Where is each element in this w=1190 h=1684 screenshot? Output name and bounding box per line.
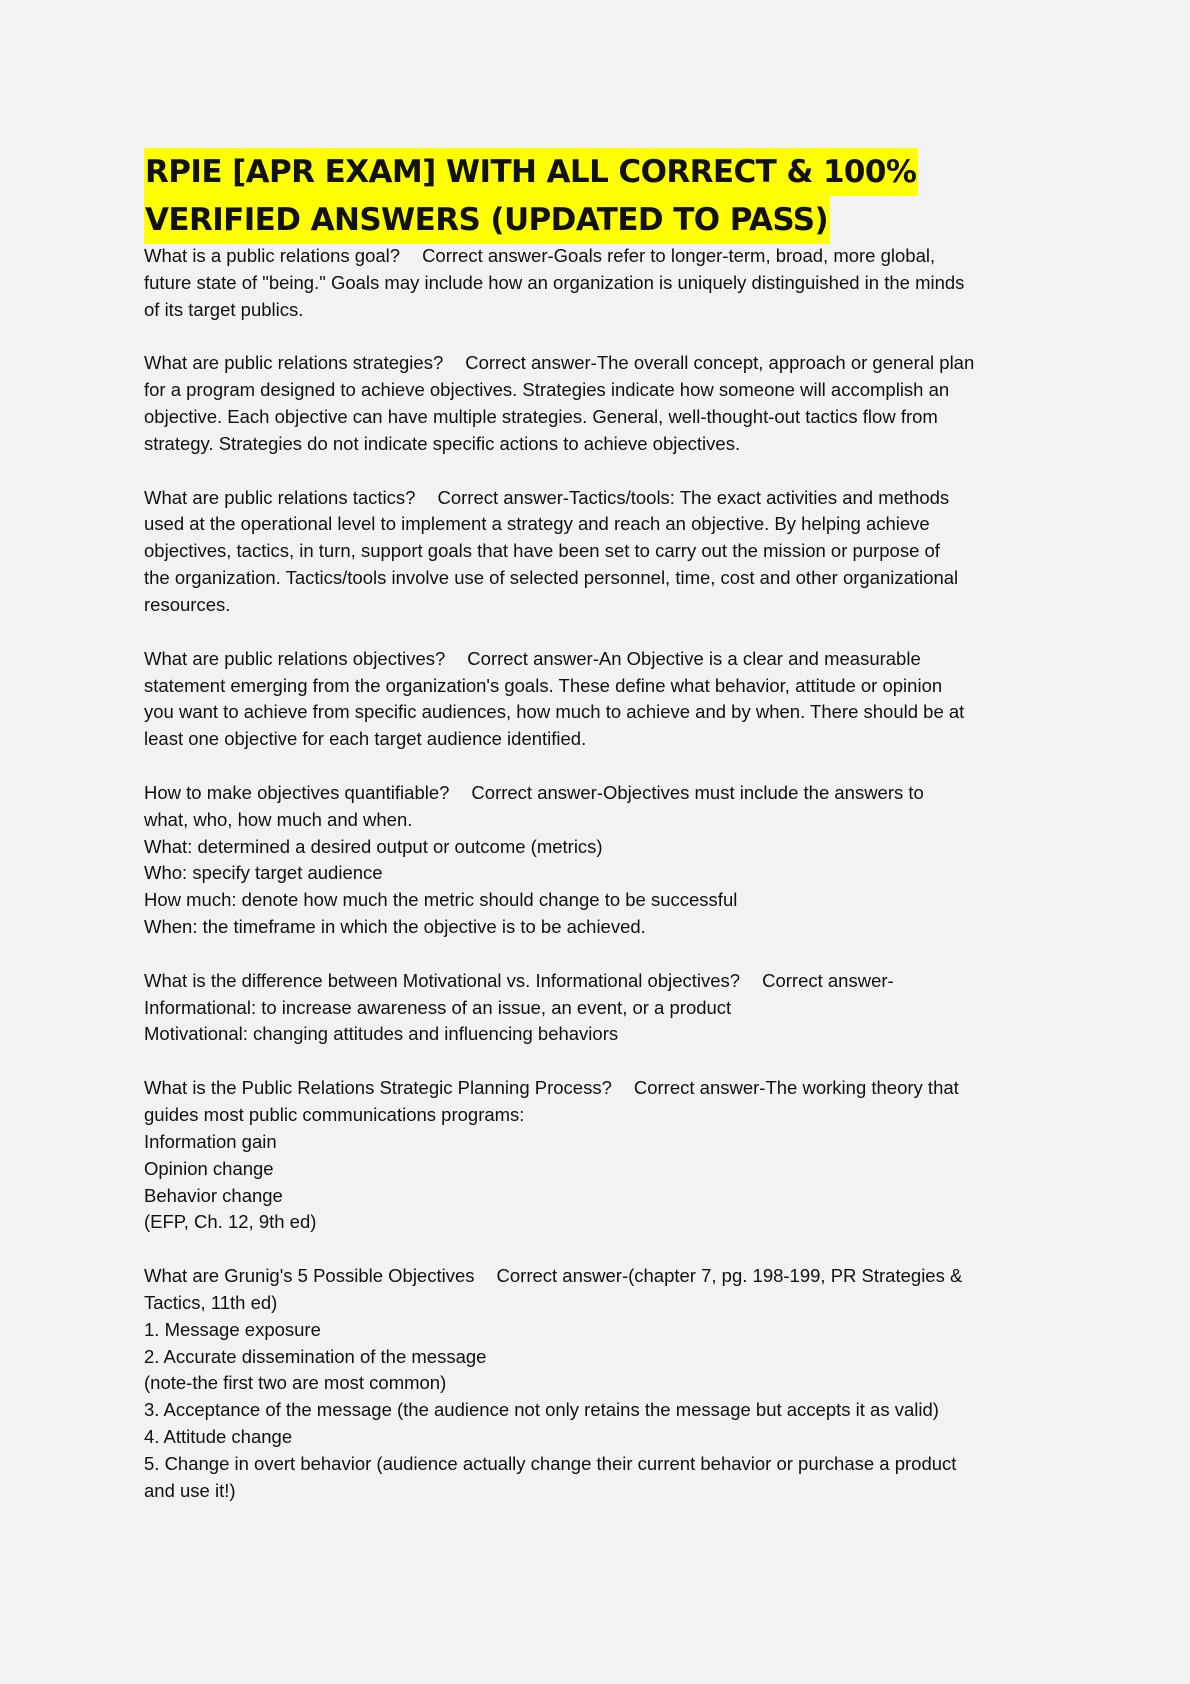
answer-line: Opinion change bbox=[144, 1157, 274, 1179]
document-title bbox=[144, 148, 1044, 244]
answer-line: used at the operational level to implement a strategy and reach an objective. By helping achieve bbox=[144, 513, 930, 535]
qa-first-line bbox=[144, 350, 1069, 377]
qa-first-line bbox=[144, 780, 1069, 807]
answer-line: and use it!) bbox=[144, 1479, 236, 1501]
answer-line: How much: denote how much the metric should change to be successful bbox=[144, 889, 738, 911]
qa-item bbox=[144, 780, 1069, 941]
answer-line: 3. Acceptance of the message (the audience not only retains the message but accepts it as valid) bbox=[144, 1399, 939, 1421]
qa-item bbox=[144, 1263, 1069, 1505]
answer-line: Who: specify target audience bbox=[144, 862, 383, 884]
answer-line: Motivational: changing attitudes and influencing behaviors bbox=[144, 1023, 619, 1045]
answer-line: What: determined a desired output or outcome (metrics) bbox=[144, 835, 603, 857]
qa-first-line bbox=[144, 1263, 1069, 1290]
answer-line: When: the timeframe in which the objective is to be achieved. bbox=[144, 916, 646, 938]
question-text: What are public relations tactics? bbox=[144, 486, 416, 508]
qa-list bbox=[144, 243, 1069, 1532]
answer-line: least one objective for each target audience identified. bbox=[144, 728, 587, 750]
answer-line: (note-the first two are most common) bbox=[144, 1372, 447, 1394]
answer-line: Correct answer-(chapter 7, pg. 198-199, PR Strategies & bbox=[496, 1265, 963, 1287]
answer-line: what, who, how much and when. bbox=[144, 808, 413, 830]
answer-line: Correct answer-An Objective is a clear and measurable bbox=[467, 647, 921, 669]
answer-line: objective. Each objective can have multiple strategies. General, well-thought-out tactics flow from bbox=[144, 406, 938, 428]
answer-line: Correct answer-The overall concept, approach or general plan bbox=[465, 352, 975, 374]
title-line-1: RPIE [APR EXAM] WITH ALL CORRECT & 100% bbox=[144, 148, 918, 196]
question-text: What is the Public Relations Strategic Planning Process? bbox=[144, 1077, 612, 1099]
qa-item bbox=[144, 485, 1069, 619]
answer-line: the organization. Tactics/tools involve use of selected personnel, time, cost and other organizational bbox=[144, 567, 959, 589]
question-text: What is a public relations goal? bbox=[144, 245, 401, 266]
question-text: What is the difference between Motivational vs. Informational objectives? bbox=[144, 969, 741, 991]
answer-line: Behavior change bbox=[144, 1184, 283, 1206]
qa-item bbox=[144, 243, 1069, 324]
answer-line: (EFP, Ch. 12, 9th ed) bbox=[144, 1211, 317, 1233]
answer-line: Tactics, 11th ed) bbox=[144, 1291, 278, 1313]
qa-item bbox=[144, 1075, 1069, 1236]
answer-line: Informational: to increase awareness of an issue, an event, or a product bbox=[144, 996, 732, 1018]
question-text: How to make objectives quantifiable? bbox=[144, 781, 450, 803]
answer-line: you want to achieve from specific audiences, how much to achieve and by when. There should be at bbox=[144, 701, 965, 723]
answer-line: strategy. Strategies do not indicate specific actions to achieve objectives. bbox=[144, 432, 741, 454]
answer-line: Correct answer-Objectives must include the answers to bbox=[471, 781, 924, 803]
answer-line: Correct answer-Goals refer to longer-term, broad, more global, bbox=[422, 245, 936, 266]
question-text: What are Grunig's 5 Possible Objectives bbox=[144, 1265, 475, 1287]
answer-line: 1. Message exposure bbox=[144, 1318, 321, 1340]
answer-line: resources. bbox=[144, 593, 231, 615]
answer-line: objectives, tactics, in turn, support goals that have been set to carry out the mission or purpose of bbox=[144, 540, 940, 562]
qa-item bbox=[144, 350, 1069, 457]
qa-item bbox=[144, 968, 1069, 1049]
qa-item bbox=[144, 646, 1069, 753]
answer-line: 4. Attitude change bbox=[144, 1426, 293, 1448]
qa-first-line bbox=[144, 968, 1069, 995]
qa-first-line bbox=[144, 646, 1069, 673]
qa-first-line bbox=[144, 1075, 1069, 1102]
answer-line: of its target publics. bbox=[144, 298, 304, 320]
answer-line: Correct answer-The working theory that bbox=[633, 1077, 959, 1099]
question-text: What are public relations objectives? bbox=[144, 647, 446, 669]
answer-line: Correct answer- bbox=[762, 969, 894, 991]
answer-line: statement emerging from the organization's goals. These define what behavior, attitude or opinion bbox=[144, 674, 943, 696]
answer-line: 5. Change in overt behavior (audience actually change their current behavior or purchase a product bbox=[144, 1452, 957, 1474]
qa-first-line bbox=[144, 243, 1069, 270]
answer-line: Information gain bbox=[144, 1130, 277, 1152]
answer-line: 2. Accurate dissemination of the message bbox=[144, 1345, 487, 1367]
answer-line: Correct answer-Tactics/tools: The exact activities and methods bbox=[437, 486, 950, 508]
answer-line: for a program designed to achieve objectives. Strategies indicate how someone will accomplish an bbox=[144, 379, 950, 401]
question-text: What are public relations strategies? bbox=[144, 352, 444, 374]
title-line-2: VERIFIED ANSWERS (UPDATED TO PASS) bbox=[144, 196, 830, 244]
answer-line: guides most public communications programs: bbox=[144, 1104, 525, 1125]
answer-line: future state of "being." Goals may include how an organization is uniquely distinguished in the minds bbox=[144, 271, 965, 293]
qa-first-line bbox=[144, 485, 1069, 512]
